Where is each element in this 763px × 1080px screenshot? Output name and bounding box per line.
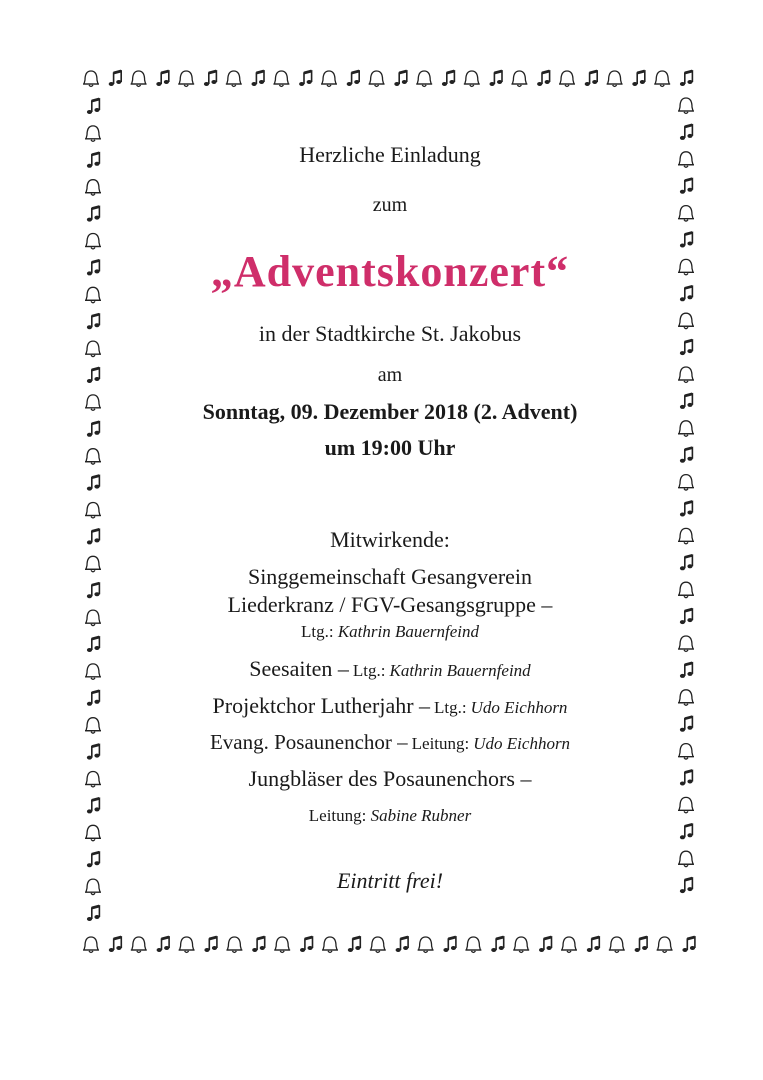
music-note-icon [87, 207, 100, 222]
music-note-icon [87, 99, 100, 114]
bell-icon [678, 259, 694, 275]
music-note-icon [680, 394, 693, 409]
zum-text: zum [372, 194, 408, 216]
music-note-icon [87, 906, 100, 921]
music-note-icon [87, 745, 100, 760]
participant-1-leader [110, 622, 670, 642]
invitation-text [110, 0, 670, 1080]
music-note-icon [680, 717, 693, 732]
bell-icon [678, 367, 694, 383]
participant-4 [110, 730, 670, 755]
am-text: am [377, 364, 403, 386]
concert-title: „Adventskonzert“ [210, 247, 570, 296]
admission-text: Eintritt frei! [336, 868, 444, 893]
bell-icon [85, 126, 101, 142]
leader-label: Leitung: [308, 806, 367, 825]
event-date: Sonntag, 09. Dezember 2018 (2. Advent) [202, 399, 578, 424]
leader-label: Ltg.: [352, 661, 386, 680]
invitation-heading: Herzliche Einladung [299, 142, 481, 167]
participants-heading: Mitwirkende: [330, 527, 450, 552]
participant-2 [110, 656, 670, 682]
music-note-icon [87, 153, 100, 168]
bell-icon [85, 772, 101, 788]
music-note-icon [680, 824, 693, 839]
leader-label: Leitung: [411, 734, 470, 753]
bell-icon [85, 610, 101, 626]
bell-icon [85, 341, 101, 357]
music-note-icon [87, 529, 100, 544]
bell-icon [85, 825, 101, 841]
bell-icon [678, 152, 694, 168]
event-time: um 19:00 Uhr [324, 435, 456, 460]
music-note-icon [680, 233, 693, 248]
bell-icon [678, 744, 694, 760]
participant-name: Evang. Posaunenchor – [209, 730, 408, 754]
leader-label: Ltg.: [300, 622, 334, 641]
participant-3 [110, 693, 670, 719]
bell-icon [678, 582, 694, 598]
bell-icon [678, 690, 694, 706]
participant-1-line2: Liederkranz / FGV-Gesangsgruppe – [227, 592, 553, 617]
bell-icon [85, 879, 101, 895]
bell-icon [678, 206, 694, 222]
music-note-icon [87, 314, 100, 329]
bell-icon [678, 475, 694, 491]
bell-icon [85, 395, 101, 411]
bell-icon [678, 528, 694, 544]
bell-icon [678, 98, 694, 114]
bell-icon [85, 287, 101, 303]
music-note-icon [680, 125, 693, 140]
music-note-icon [680, 771, 693, 786]
bell-icon [678, 851, 694, 867]
music-note-icon [87, 476, 100, 491]
leader-name: Sabine Rubner [370, 806, 472, 825]
bell-icon [83, 71, 99, 87]
leader-label: Ltg.: [434, 698, 467, 717]
music-note-icon [680, 609, 693, 624]
music-note-icon [680, 286, 693, 301]
participant-name: Seesaiten – [249, 656, 349, 681]
bell-icon [678, 636, 694, 652]
leader-name: Udo Eichhorn [470, 698, 568, 717]
music-note-icon [680, 179, 693, 194]
leader-name: Kathrin Bauernfeind [389, 661, 531, 680]
bell-icon [85, 449, 101, 465]
bell-icon [83, 937, 99, 953]
bell-icon [678, 421, 694, 437]
music-note-icon [680, 555, 693, 570]
music-note-icon [87, 260, 100, 275]
music-note-icon [680, 448, 693, 463]
music-note-icon [680, 502, 693, 517]
music-note-icon [87, 852, 100, 867]
bell-icon [85, 180, 101, 196]
music-note-icon [87, 798, 100, 813]
music-note-icon [680, 878, 693, 893]
bell-icon [85, 234, 101, 250]
participant-5-name: Jungbläser des Posaunenchors – [248, 766, 532, 791]
music-note-icon [680, 340, 693, 355]
music-note-icon [87, 368, 100, 383]
participant-5-leader [110, 806, 670, 826]
participant-name: Projektchor Lutherjahr – [212, 693, 431, 718]
bell-icon [85, 718, 101, 734]
music-note-icon [87, 691, 100, 706]
location-text: in der Stadtkirche St. Jakobus [258, 321, 522, 346]
leader-name: Kathrin Bauernfeind [337, 622, 480, 641]
music-note-icon [682, 937, 695, 952]
music-note-icon [87, 583, 100, 598]
bell-icon [85, 556, 101, 572]
music-note-icon [87, 637, 100, 652]
music-note-icon [87, 422, 100, 437]
leader-name: Udo Eichhorn [473, 734, 571, 753]
music-note-icon [680, 71, 693, 86]
bell-icon [85, 503, 101, 519]
bell-icon [85, 664, 101, 680]
participant-1-line1: Singgemeinschaft Gesangverein [247, 564, 533, 589]
bell-icon [678, 313, 694, 329]
music-note-icon [680, 663, 693, 678]
bell-icon [678, 797, 694, 813]
